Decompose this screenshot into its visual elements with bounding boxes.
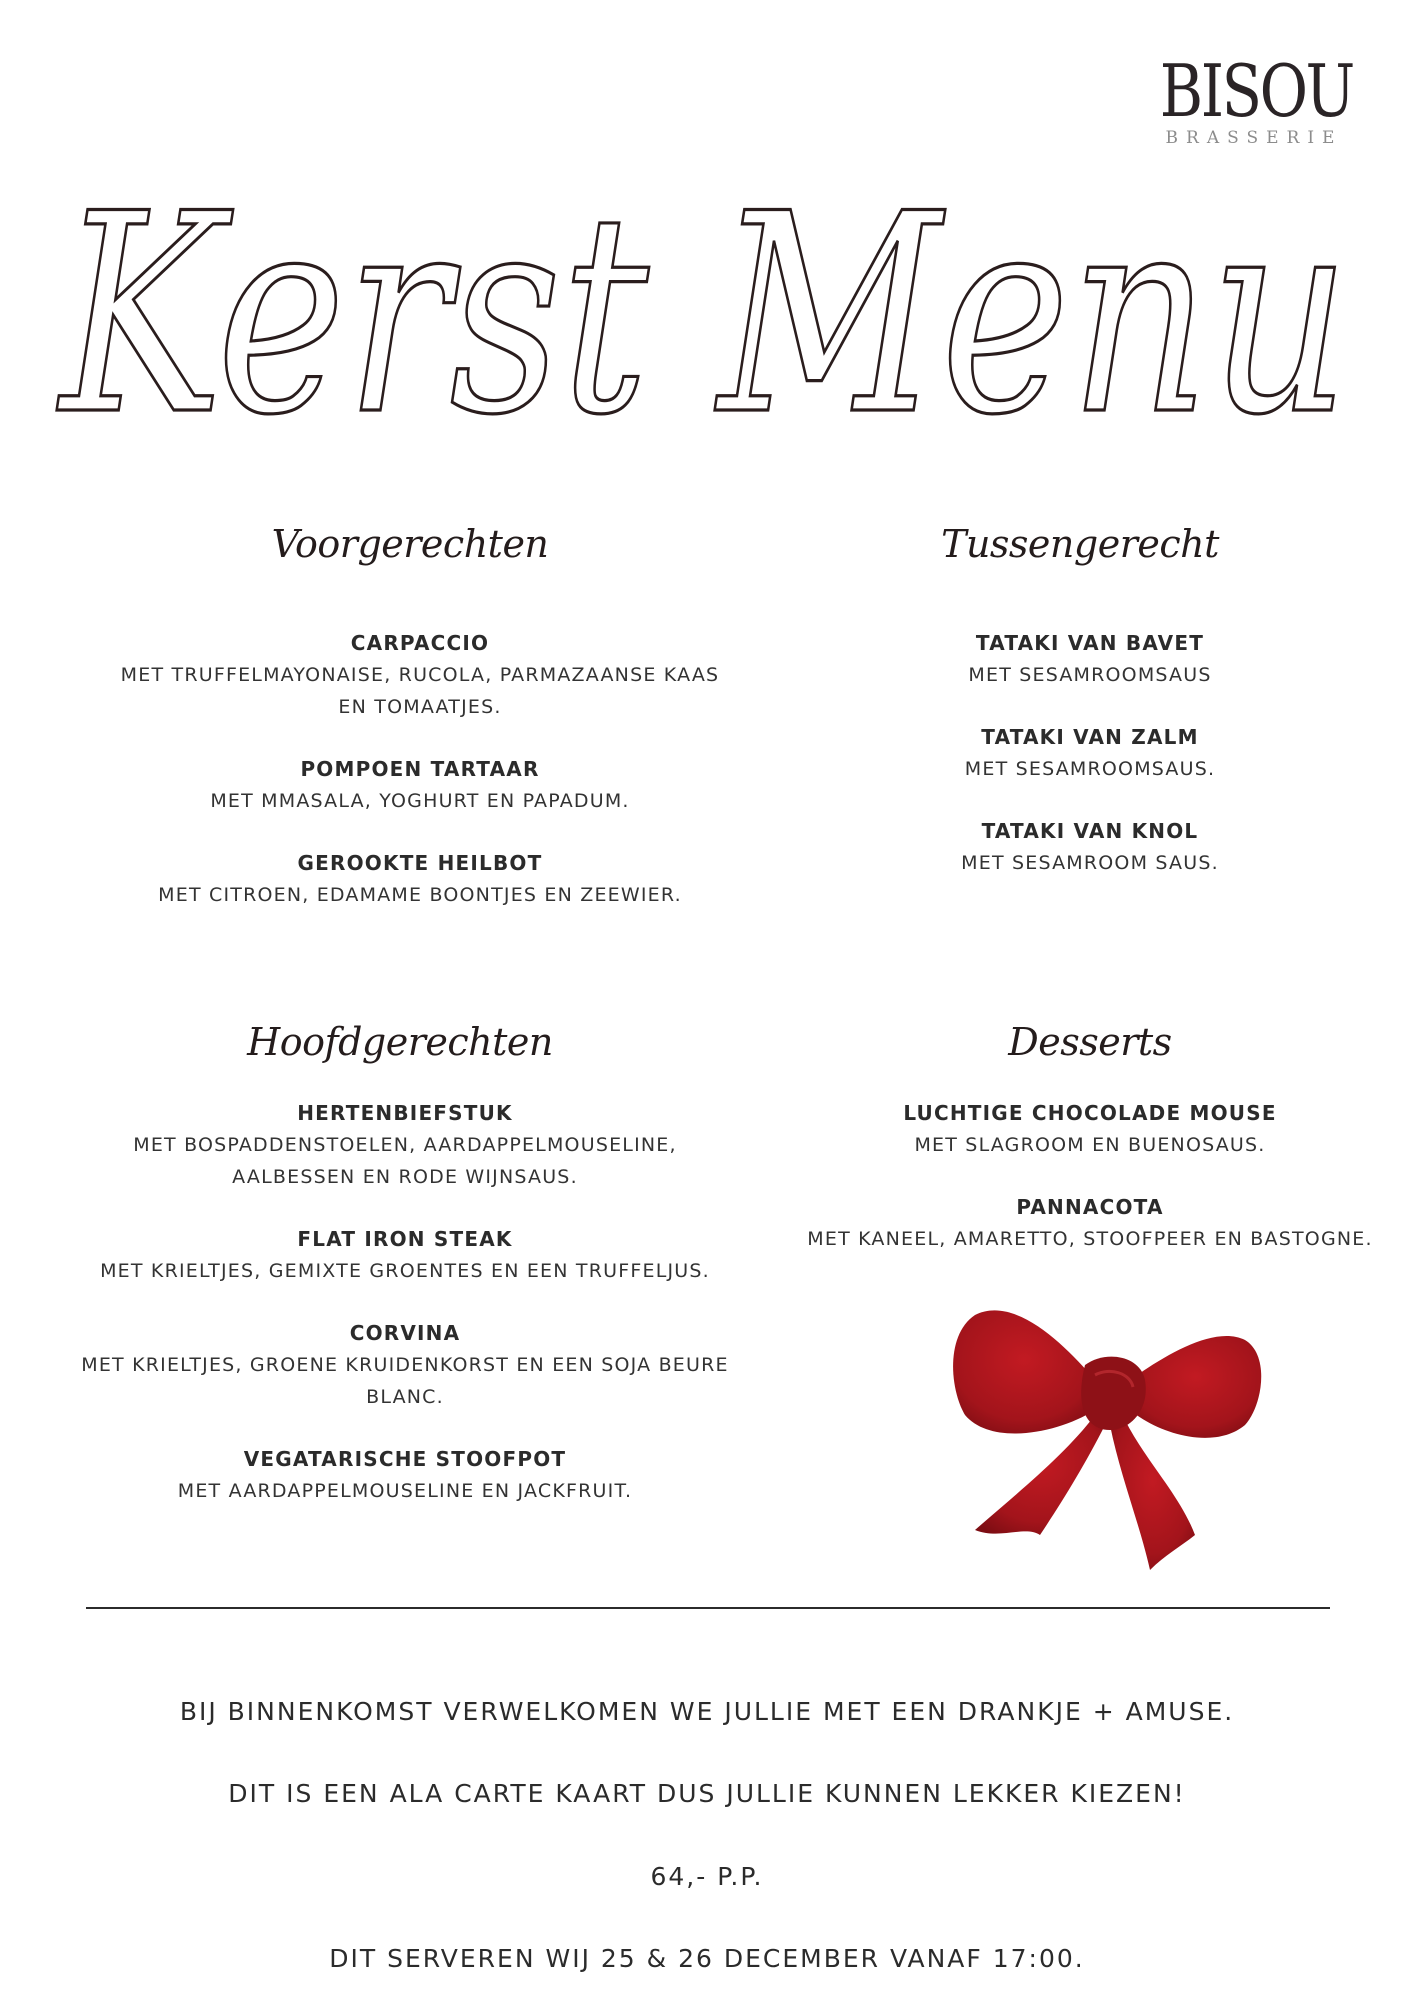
column-voorgerechten	[120, 627, 720, 941]
dish-name: TATAKI VAN KNOL	[981, 819, 1199, 843]
dish-item	[80, 1223, 730, 1287]
dish-name: HERTENBIEFSTUK	[297, 1101, 513, 1125]
menu-title-text: Kerst Menu	[56, 155, 1350, 475]
dish-name: TATAKI VAN ZALM	[981, 725, 1199, 749]
dish-name: CARPACCIO	[350, 631, 490, 655]
dish-item	[80, 1443, 730, 1507]
dish-item	[120, 753, 720, 817]
dish-description: MET KRIELTJES, GROENE KRUIDENKORST EN EEN SOJA BEURE BLANC.	[81, 1354, 729, 1408]
dish-description: MET SESAMROOMSAUS.	[964, 758, 1216, 780]
dish-description: MET SESAMROOMSAUS	[968, 664, 1212, 686]
dish-name: FLAT IRON STEAK	[297, 1227, 513, 1251]
dish-name: CORVINA	[349, 1321, 461, 1345]
dish-description: MET SESAMROOM SAUS.	[961, 852, 1219, 874]
heading-tussengerecht: Tussengerecht	[941, 522, 1219, 566]
footer-dates: DIT SERVEREN WIJ 25 & 26 DECEMBER VANAF 17:00.	[329, 1944, 1085, 1973]
dish-description: MET KANEEL, AMARETTO, STOOFPEER EN BASTOGNE.	[807, 1228, 1373, 1250]
menu-title	[40, 40, 1370, 520]
dish-description: MET KRIELTJES, GEMIXTE GROENTES EN EEN TRUFFELJUS.	[100, 1260, 710, 1282]
dish-description: MET TRUFFELMAYONAISE, RUCOLA, PARMAZAANSE KAAS EN TOMAATJES.	[120, 664, 720, 718]
dish-item	[880, 815, 1300, 879]
dish-description: MET CITROEN, EDAMAME BOONTJES EN ZEEWIER.	[158, 884, 682, 906]
column-tussengerecht	[880, 627, 1300, 909]
dish-name: GEROOKTE HEILBOT	[297, 851, 543, 875]
heading-voorgerechten: Voorgerechten	[271, 522, 549, 566]
column-desserts	[790, 1097, 1390, 1285]
dish-item	[790, 1097, 1390, 1161]
heading-desserts: Desserts	[1008, 1020, 1172, 1064]
dish-name: LUCHTIGE CHOCOLADE MOUSE	[903, 1101, 1277, 1125]
dish-item	[80, 1097, 730, 1193]
footer-welcome: BIJ BINNENKOMST VERWELKOMEN WE JULLIE MET EEN DRANKJE + AMUSE.	[179, 1697, 1235, 1726]
heading-hoofdgerechten: Hoofdgerechten	[247, 1020, 553, 1064]
brand-subtitle: BRASSERIE	[1165, 128, 1343, 148]
dish-description: MET MMASALA, YOGHURT EN PAPADUM.	[210, 790, 630, 812]
footer-price: 64,- P.P.	[650, 1862, 764, 1891]
dish-description: MET AARDAPPELMOUSELINE EN JACKFRUIT.	[177, 1480, 633, 1502]
red-bow-icon	[945, 1285, 1275, 1575]
dish-item	[80, 1317, 730, 1413]
dish-item	[880, 721, 1300, 785]
brand-name: BISOU	[1159, 49, 1353, 133]
dish-name: PANNACOTA	[1016, 1195, 1164, 1219]
dish-description: MET BOSPADDENSTOELEN, AARDAPPELMOUSELINE, AALBESSEN EN RODE WIJNSAUS.	[133, 1134, 677, 1188]
dish-item	[120, 627, 720, 723]
dish-name: VEGATARISCHE STOOFPOT	[243, 1447, 567, 1471]
dish-name: POMPOEN TARTAAR	[300, 757, 540, 781]
dish-description: MET SLAGROOM EN BUENOSAUS.	[914, 1134, 1266, 1156]
divider	[86, 1607, 1330, 1609]
dish-item	[790, 1191, 1390, 1255]
column-hoofdgerechten	[80, 1097, 730, 1537]
dish-item	[120, 847, 720, 911]
dish-item	[880, 627, 1300, 691]
dish-name: TATAKI VAN BAVET	[975, 631, 1205, 655]
footer-alacarte: DIT IS EEN ALA CARTE KAART DUS JULLIE KUNNEN LEKKER KIEZEN!	[228, 1779, 1186, 1808]
